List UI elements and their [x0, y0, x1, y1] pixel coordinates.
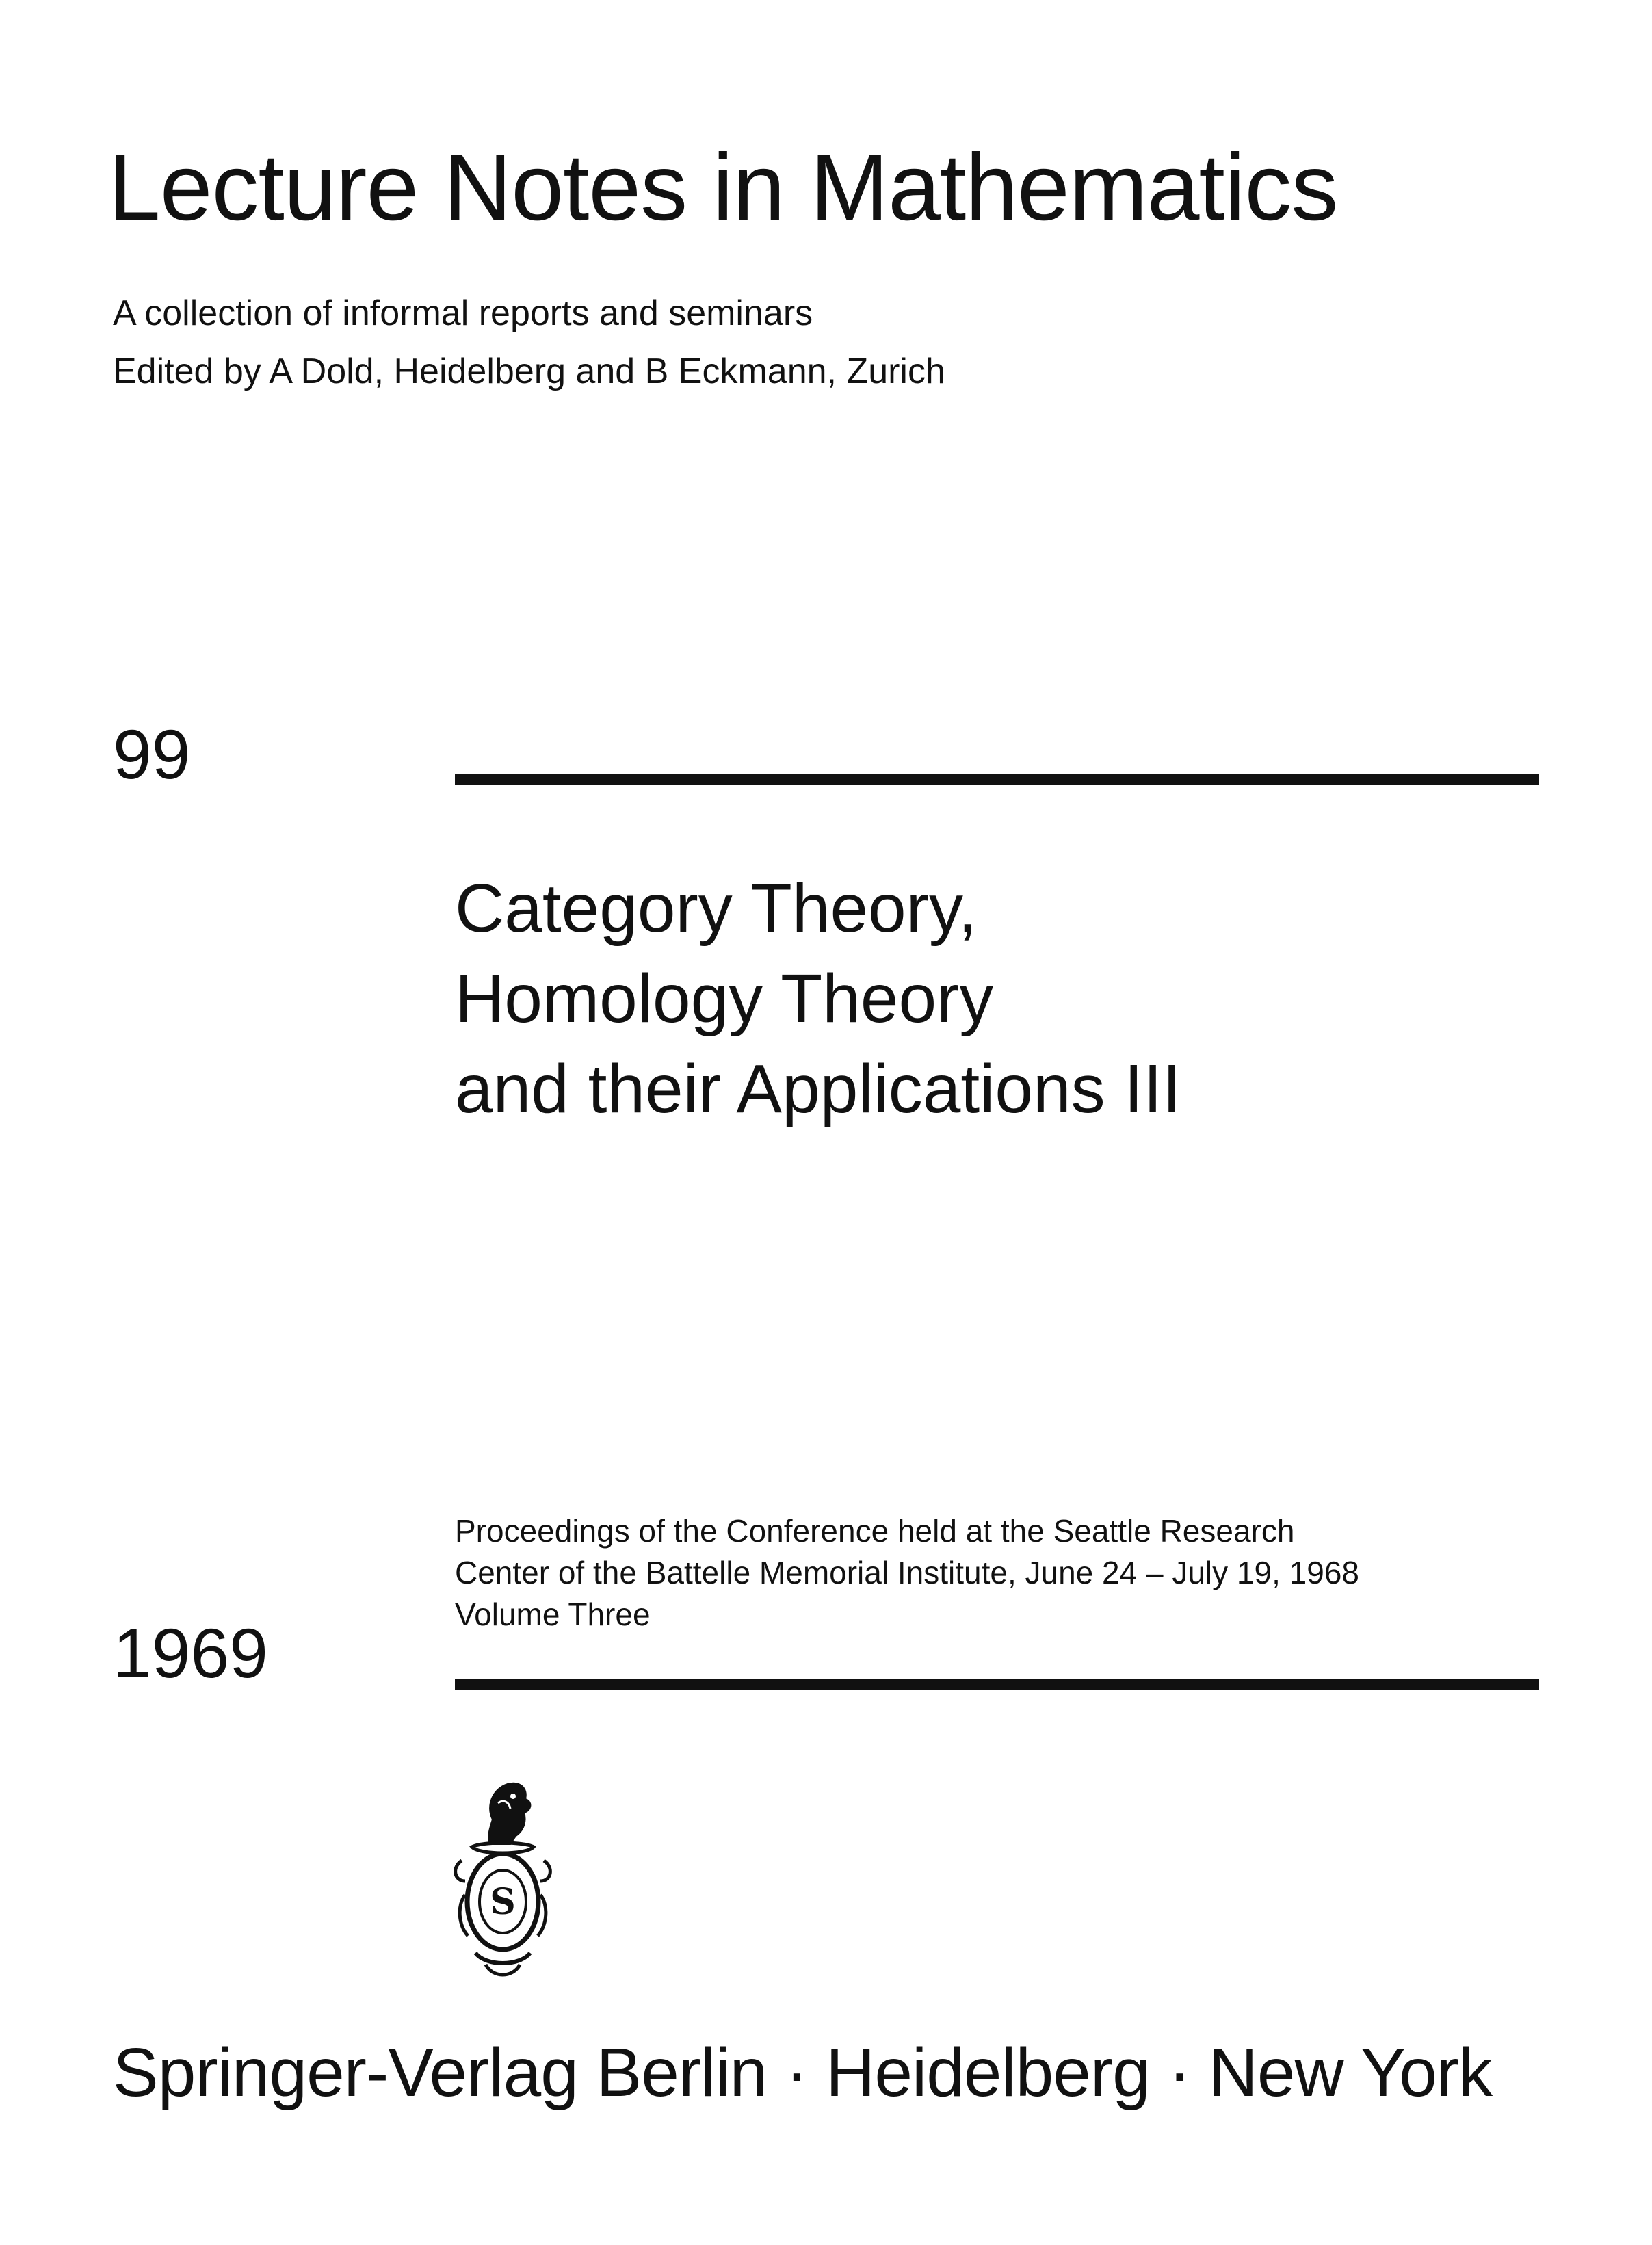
book-title-line: Category Theory,: [455, 870, 978, 947]
series-subtitle: A collection of informal reports and seminars: [113, 293, 813, 333]
proceedings-line: Center of the Battelle Memorial Institute, June 24 – July 19, 1968: [455, 1555, 1359, 1590]
book-title-line: and their Applications III: [455, 1051, 1181, 1127]
springer-knight-emblem-icon: [445, 1778, 561, 1984]
proceedings-note: [455, 1510, 1359, 1636]
volume-number: 99: [113, 715, 191, 793]
series-editors: Edited by A Dold, Heidelberg and B Eckmann, Zurich: [113, 352, 945, 391]
publisher-imprint: Springer-Verlag Berlin · Heidelberg · New York: [113, 2034, 1493, 2111]
publication-year: 1969: [113, 1614, 268, 1692]
top-rule: [455, 774, 1539, 785]
book-title: [455, 863, 1181, 1134]
proceedings-line: Proceedings of the Conference held at the Seattle Research: [455, 1513, 1295, 1549]
series-title: Lecture Notes in Mathematics: [108, 135, 1338, 240]
svg-text:S: S: [490, 1881, 516, 1923]
bottom-rule: [455, 1679, 1539, 1690]
book-title-line: Homology Theory: [455, 960, 994, 1037]
proceedings-line: Volume Three: [455, 1597, 651, 1632]
